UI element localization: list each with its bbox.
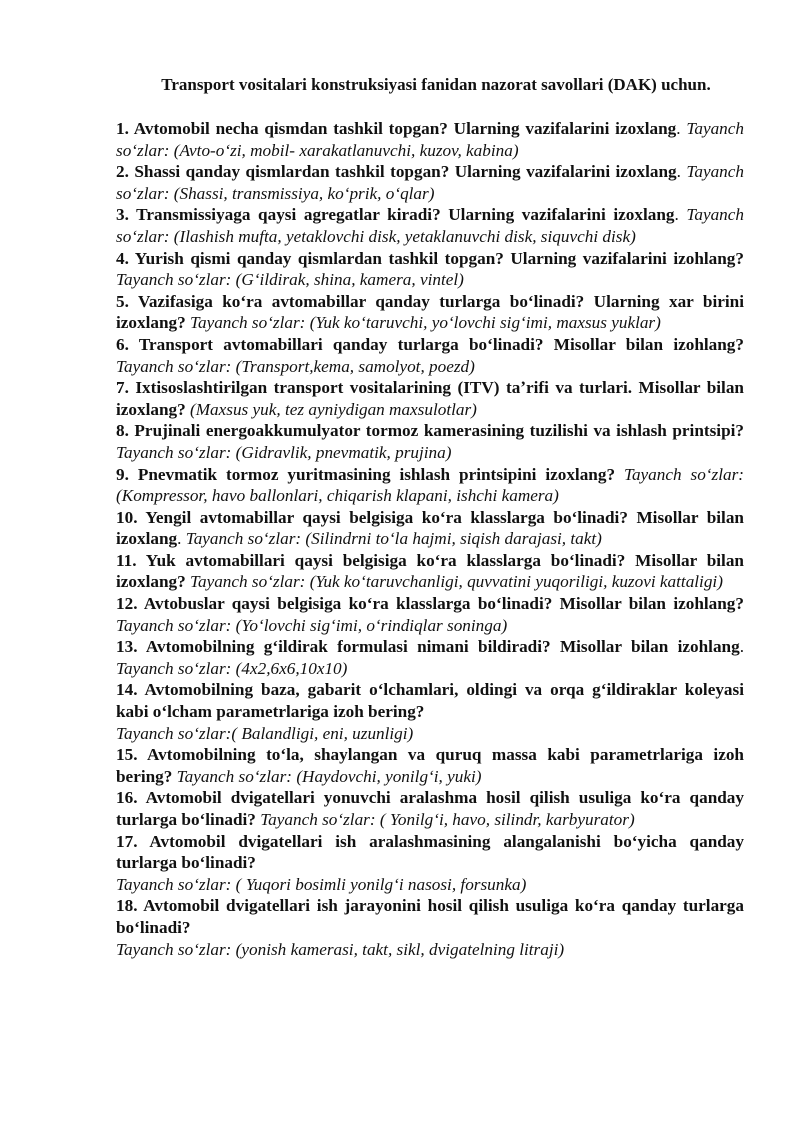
keywords-text: Tayanch soʻzlar: ( Yuqori bosimli yonilgʻi nasosi, forsunka) [116, 874, 527, 894]
question-text: 10. Yengil avtomabillar qaysi belgisiga koʻra klasslarga boʻlinadi? Misollar bilan izoxlang [116, 507, 744, 549]
keywords-text: Tayanch soʻzlar: (Kompressor, havo ballonlari, chiqarish klapani, ishchi kamera) [116, 464, 744, 506]
keywords-text: Tayanch soʻzlar: (Transport,kema, samolyot, poezd) [116, 356, 475, 376]
question-item [116, 507, 744, 550]
question-text: 11. Yuk avtomabillari qaysi belgisiga koʻra klasslarga boʻlinadi? Misollar bilan izoxlang? [116, 550, 744, 592]
question-text: 9. Pnevmatik tormoz yuritmasining ishlash printsipini izoxlang? [116, 464, 616, 484]
question-separator: . [739, 637, 744, 657]
question-text: 8. Prujinali energoakkumulyator tormoz kamerasining tuzilishi va ishlash printsipi? [116, 421, 744, 441]
question-text: 1. Avtomobil necha qismdan tashkil topgan? Ularning vazifalarini izoxlang [116, 119, 677, 138]
question-separator [615, 465, 624, 484]
question-separator: . [676, 162, 687, 182]
keywords-text: Tayanch soʻzlar: (yonish kamerasi, takt, sikl, dvigatelning litraji) [116, 939, 565, 959]
question-text: 4. Yurish qismi qanday qismlardan tashkil topgan? Ularning vazifalarini izohlang? [116, 248, 744, 268]
keywords-text: Tayanch soʻzlar: (Gidravlik, pnevmatik, prujina) [116, 442, 452, 462]
question-item [116, 636, 744, 679]
keywords-text: Tayanch soʻzlar: (Ilashish mufta, yetaklovchi disk, yetaklanuvchi disk, siquvchi disk) [116, 205, 745, 246]
question-item [116, 377, 744, 420]
question-item [116, 118, 744, 161]
keywords-text: (Maxsus yuk, tez ayniydigan maxsulotlar) [190, 399, 477, 419]
keywords-text: Tayanch soʻzlar: ( Yonilgʻi, havo, silindr, karbyurator) [260, 810, 635, 829]
question-item [116, 744, 744, 787]
question-text: 14. Avtomobilning baza, gabarit oʻlchamlari, oldingi va orqa gʻildiraklar koleyasi kabi oʻlcham parametrlariga izoh bering? [116, 680, 744, 722]
keywords-text: Tayanch soʻzlar: (4x2,6x6,10x10) [116, 658, 348, 678]
question-text: 13. Avtomobilning gʻildirak formulasi nimani bildiradi? Misollar bilan izohlang [116, 637, 740, 657]
keywords-text: Tayanch soʻzlar: (Yoʻlovchi sigʻimi, oʻrindiqlar soninga) [116, 615, 508, 635]
question-separator: . [674, 205, 687, 225]
question-text: 2. Shassi qanday qismlardan tashkil topgan? Ularning vazifalarini izoxlang [116, 162, 677, 182]
question-item [116, 831, 744, 896]
question-item [116, 334, 744, 377]
keywords-text: Tayanch soʻzlar: (Yuk koʻtaruvchanligi, quvvatini yuqoriligi, kuzovi kattaligi) [190, 572, 723, 592]
question-item [116, 895, 744, 960]
question-item [116, 204, 744, 247]
question-item [116, 291, 744, 334]
keywords-text: Tayanch soʻzlar: (Avto-oʻzi, mobil- xarakatlanuvchi, kuzov, kabina) [116, 119, 744, 160]
question-item [116, 464, 744, 507]
question-item [116, 161, 744, 204]
keywords-text: Tayanch soʻzlar: (Shassi, transmissiya, koʻprik, oʻqlar) [116, 162, 744, 203]
question-text: 17. Avtomobil dvigatellari ish aralashmasining alangalanishi boʻyicha qanday turlarga boʻlinadi? [116, 831, 744, 873]
keywords-text: Tayanch soʻzlar: (Gʻildirak, shina, kamera, vintel) [116, 270, 464, 290]
question-list [116, 118, 744, 960]
keywords-text: Tayanch soʻzlar:( Balandligi, eni, uzunligi) [116, 723, 414, 743]
question-item [116, 420, 744, 463]
document-title: Transport vositalari konstruksiyasi fanidan nazorat savollari (DAK) uchun. [161, 75, 711, 94]
keywords-text: Tayanch soʻzlar: (Silindrni toʻla hajmi, siqish darajasi, takt) [185, 529, 602, 549]
question-text: 12. Avtobuslar qaysi belgisiga koʻra klasslarga boʻlinadi? Misollar bilan izohlang? [116, 594, 744, 614]
question-text: 3. Transmissiyaga qaysi agregatlar kiradi? Ularning vazifalarini izoxlang [116, 205, 675, 225]
question-item [116, 593, 744, 636]
question-text: 7. Ixtisoslashtirilgan transport vositalarining (ITV) taʼrifi va turlari. Misollar bilan izoxlang? [116, 378, 744, 419]
question-item [116, 550, 744, 593]
question-text: 15. Avtomobilning toʻla, shaylangan va quruq massa kabi parametrlariga izoh bering? [116, 745, 744, 786]
question-item [116, 679, 744, 744]
question-separator: . [177, 529, 186, 549]
question-text: 16. Avtomobil dvigatellari yonuvchi aralashma hosil qilish usuliga koʻra qanday turlarga boʻlinadi? [116, 788, 744, 829]
question-text: 6. Transport avtomabillari qanday turlarga boʻlinadi? Misollar bilan izohlang? [116, 334, 744, 354]
keywords-text: Tayanch soʻzlar: (Haydovchi, yonilgʻi, yuki) [176, 766, 482, 786]
question-item [116, 248, 744, 291]
keywords-text: Tayanch soʻzlar: (Yuk koʻtaruvchi, yoʻlovchi sigʻimi, maxsus yuklar) [190, 313, 661, 333]
question-separator: . [676, 119, 687, 138]
question-text: 5. Vazifasiga koʻra avtomabillar qanday turlarga boʻlinadi? Ularning xar birini izoxlang? [116, 291, 744, 333]
question-text: 18. Avtomobil dvigatellari ish jarayonini hosil qilish usuliga koʻra qanday turlarga boʻlinadi? [116, 896, 744, 937]
question-item [116, 787, 744, 830]
